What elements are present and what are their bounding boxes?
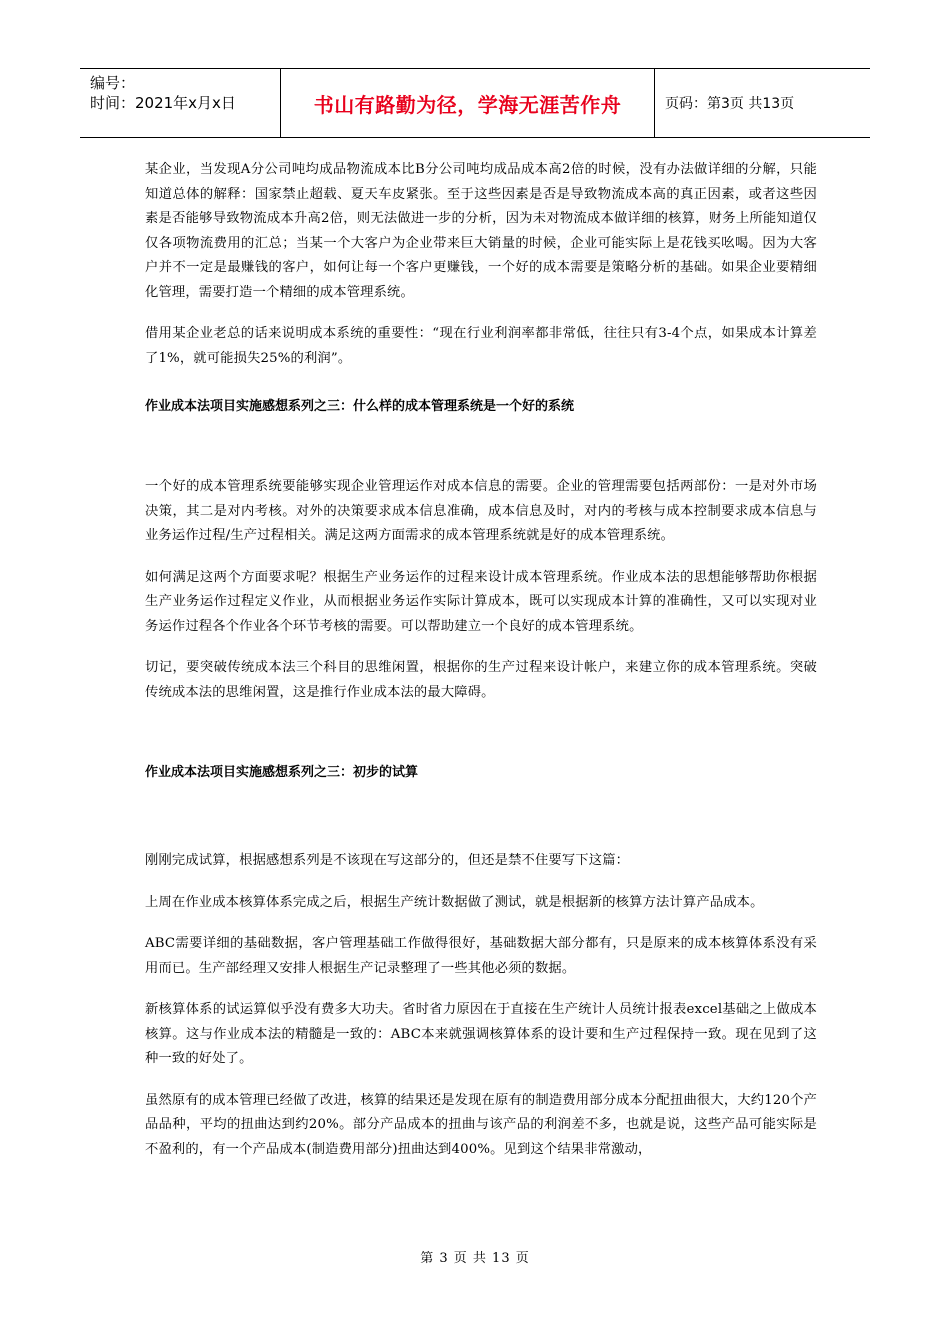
paragraph: 新核算体系的试运算似乎没有费多大功夫。省时省力原因在于直接在生产统计人员统计报表excel基础之上做成本核算。这与作业成本法的精髓是一致的：ABC本来就强调核算体系的设计要和生产过程保持一致。现在见到了这种一致的好处了。 bbox=[145, 1002, 817, 1066]
paragraph: 上周在作业成本核算体系完成之后，根据生产统计数据做了测试，就是根据新的核算方法计算产品成本。 bbox=[145, 894, 764, 910]
section-heading: 作业成本法项目实施感想系列之三：初步的试算 bbox=[145, 765, 419, 780]
page-info: 页码：第3页 共13页 bbox=[665, 96, 795, 112]
paragraph: 借用某企业老总的话来说明成本系统的重要性：“现在行业利润率都非常低，往往只有3-4个点，如果成本计算差了1%，就可能损失25%的利润”。 bbox=[145, 326, 817, 366]
document-body bbox=[145, 158, 817, 1162]
header-meta-cell bbox=[80, 69, 281, 137]
paragraph: 如何满足这两个方面要求呢？根据生产业务运作的过程来设计成本管理系统。作业成本法的思想能够帮助你根据生产业务运作过程定义作业，从而根据业务运作实际计算成本，既可以实现成本计算的准确性，又可以实现对业务运作过程各个作业各个环节考核的需要。可以帮助建立一个良好的成本管理系统。 bbox=[145, 569, 817, 634]
section-heading: 作业成本法项目实施感想系列之三：什么样的成本管理系统是一个好的系统 bbox=[145, 399, 575, 414]
page-footer: 第 3 页 共 13 页 bbox=[420, 1251, 530, 1266]
paragraph: 虽然原有的成本管理已经做了改进，核算的结果还是发现在原有的制造费用部分成本分配扭曲很大，大约120个产品品种，平均的扭曲达到约20%。部分产品成本的扭曲与该产品的利润差不多，也就是说，这些产品可能实际是不盈利的，有一个产品成本(制造费用部分)扭曲达到400%。见到这个结果非常激动， bbox=[145, 1092, 817, 1157]
number-label: 编号： bbox=[90, 74, 136, 92]
paragraph: 某企业，当发现A分公司吨均成品物流成本比B分公司吨均成品成本高2倍的时候，没有办法做详细的分解，只能知道总体的解释：国家禁止超载、夏天车皮紧张。至于这些因素是否是导致物流成本高的真正因素，或者这些因素是否能够导致物流成本升高2倍，则无法做进一步的分析，因为未对物流成本做详细的核算，财务上所能知道仅仅各项物流费用的汇总；当某一个大客户为企业带来巨大销量的时候，企业可能实际上是花钱买吆喝。因为大客户并不一定是最赚钱的客户，如何让每一个客户更赚钱，一个好的成本需要是策略分析的基础。如果企业要精细化管理，需要打造一个精细的成本管理系统。 bbox=[145, 162, 817, 300]
time-label: 时间：2021年x月x日 bbox=[90, 94, 236, 112]
paragraph: 一个好的成本管理系统要能够实现企业管理运作对成本信息的需要。企业的管理需要包括两部份：一是对外市场决策，其二是对内考核。对外的决策要求成本信息准确，成本信息及时，对内的考核与成本控制要求成本信息与业务运作过程/生产过程相关。满足这两方面需求的成本管理系统就是好的成本管理系统。 bbox=[145, 479, 817, 543]
motto-text: 书山有路勤为径，学海无涯苦作舟 bbox=[313, 92, 622, 117]
header-motto-cell bbox=[281, 69, 655, 137]
paragraph: 刚刚完成试算，根据感想系列是不该现在写这部分的，但还是禁不住要写下这篇： bbox=[145, 853, 630, 868]
paragraph: ABC需要详细的基础数据，客户管理基础工作做得很好，基础数据大部分都有，只是原来的成本核算体系没有采用而已。生产部经理又安排人根据生产记录整理了一些其他必须的数据。 bbox=[145, 936, 817, 976]
paragraph: 切记，要突破传统成本法三个科目的思维闲置，根据你的生产过程来设计帐户，来建立你的成本管理系统。突破传统成本法的思维闲置，这是推行作业成本法的最大障碍。 bbox=[145, 660, 817, 700]
header-page-cell bbox=[655, 69, 870, 137]
page-header bbox=[80, 68, 870, 138]
